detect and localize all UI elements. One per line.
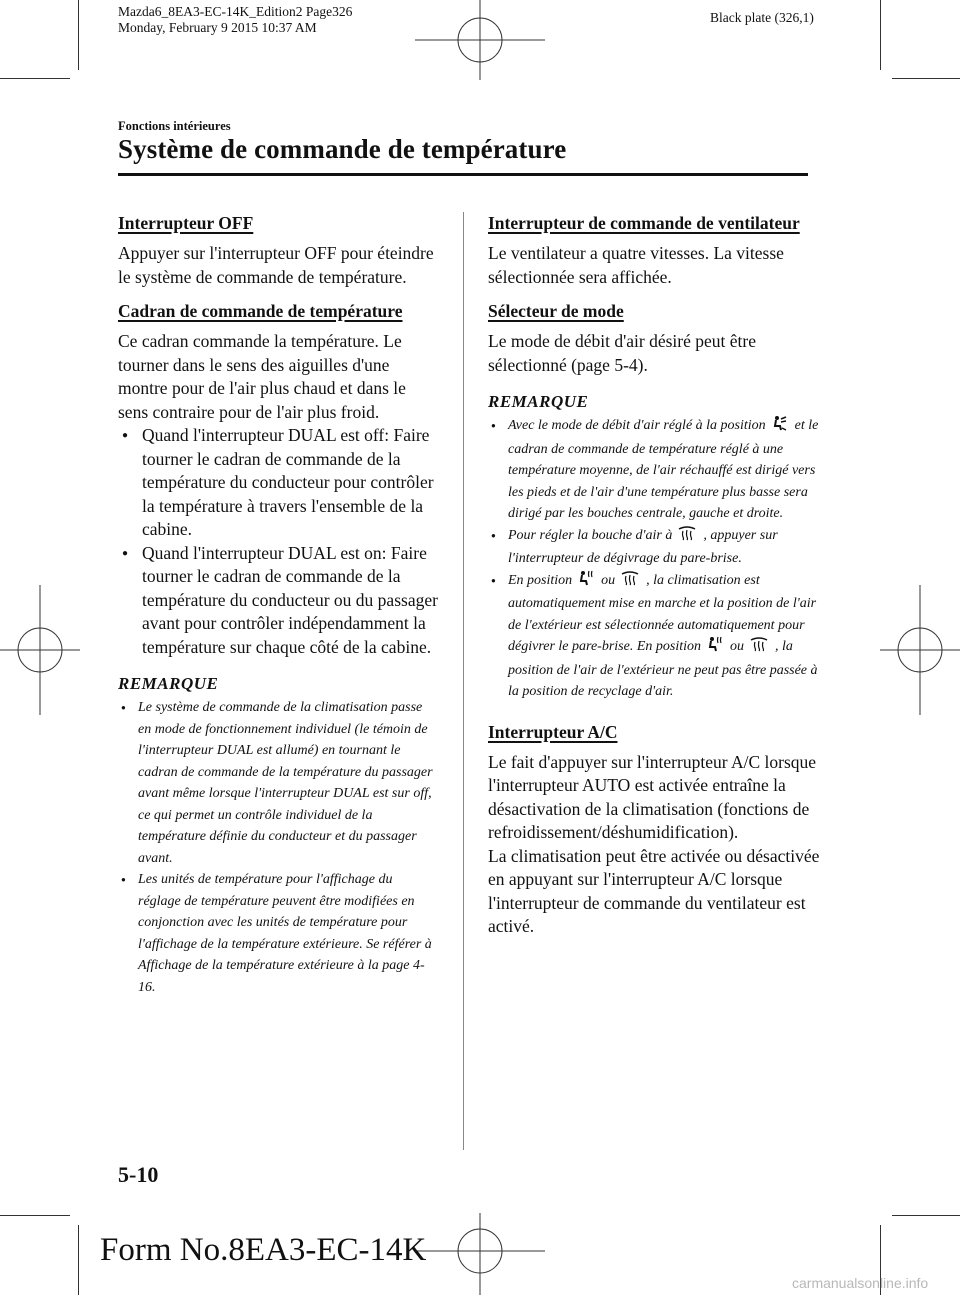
bi-level-airflow-icon: [771, 415, 787, 439]
off-switch-text: Appuyer sur l'interrupteur OFF pour éteindre le système de commande de température.: [118, 243, 434, 287]
file-name: Mazda6_8EA3-EC-14K_Edition2 Page326: [118, 4, 353, 19]
registration-mark-right: [880, 585, 960, 715]
crop-mark-bottom-left: [78, 1225, 79, 1295]
note-text: ou: [730, 639, 744, 654]
note-text: et le cadran de commande de température réglé à une température moyenne, de l'air réchauffé est dirigé vers les pieds et de l'air d'une température plus basse sera dirigé par les bouches centrale, gauche et droite.: [508, 418, 819, 521]
form-number: Form No.8EA3-EC-14K: [100, 1232, 427, 1268]
registration-mark-top: [415, 0, 545, 80]
off-switch-heading: Interrupteur OFF: [118, 213, 254, 233]
crop-mark-top-right: [880, 0, 881, 70]
note-text: ou: [601, 572, 616, 588]
page-number: 5-10: [118, 1162, 159, 1187]
ac-switch-heading: Interrupteur A/C: [488, 721, 618, 742]
plate-label: Black plate (326,1): [710, 10, 814, 25]
right-column: [488, 212, 820, 939]
remark-list: [488, 415, 820, 703]
note-text: En position: [508, 572, 573, 588]
list-item: [488, 570, 820, 703]
windshield-defrost-icon: [621, 570, 639, 594]
section-label: Fonctions intérieures: [118, 119, 231, 133]
dual-switch-list: [118, 424, 438, 659]
fan-switch-text: Le ventilateur a quatre vitesses. La vitesse sélectionnée sera affichée.: [488, 243, 784, 287]
remark-label: REMARQUE: [488, 392, 589, 411]
note-text: , la position de l'air de l'extérieur ne peut pas être passée à la position de recyclage d'air.: [508, 639, 818, 699]
note-text: Pour régler la bouche d'air à: [508, 527, 673, 543]
watermark: carmanualsonline.info: [792, 1275, 929, 1291]
crop-mark-top-left: [78, 0, 79, 70]
temperature-dial-text: Ce cadran commande la température. Le tourner dans le sens des aiguilles d'une montre pour de l'air plus chaud et dans le sens contraire pour de l'air plus froid.: [118, 331, 406, 422]
registration-mark-bottom: [415, 1213, 545, 1295]
file-info: [118, 4, 352, 36]
temperature-dial-heading: Cadran de commande de température: [118, 301, 403, 321]
list-item: [488, 415, 820, 525]
floor-defrost-icon: [707, 636, 723, 660]
list-item: ● Les unités de température pour l'affichage du réglage de température peuvent être modifiées en conjonction avec les unités de température pour l'affichage de la température extérieure. Se référer à Affichage de la température extérieure à la page 4-16.: [118, 869, 438, 998]
crop-mark-left-bottom: [0, 1215, 70, 1216]
note-text: , la climatisation est automatiquement mise en marche et la position de l'air de l'extérieur est sélectionnée automatiquement pour dégivrer le pare-brise. En position: [508, 572, 817, 654]
crop-mark-left-top: [0, 78, 70, 79]
list-item: ● Quand l'interrupteur DUAL est on: Faire tourner le cadran de commande de la température du conducteur ou du passager avant pour contrôler indépendamment la température sur chaque côté de la cabine.: [118, 542, 438, 660]
left-column: [118, 212, 438, 998]
file-date: Monday, February 9 2015 10:37 AM: [118, 20, 317, 35]
list-item: ● Quand l'interrupteur DUAL est off: Faire tourner le cadran de commande de la température du conducteur pour contrôler la température à travers l'ensemble de la cabine.: [118, 424, 438, 542]
ac-switch-text-2: La climatisation peut être activée ou désactivée en appuyant sur l'interrupteur A/C lorsque l'interrupteur de commande du ventilateur est activé.: [488, 845, 820, 936]
column-divider: [463, 212, 464, 1150]
registration-mark-left: [0, 585, 80, 715]
crop-mark-right-top: [892, 78, 960, 79]
floor-defrost-icon: [578, 570, 594, 594]
fan-switch-heading: Interrupteur de commande de ventilateur: [488, 213, 800, 233]
windshield-defrost-icon: [678, 525, 696, 549]
note-text: Avec le mode de débit d'air réglé à la position: [508, 418, 766, 433]
remark-label: REMARQUE: [118, 674, 219, 693]
mode-selector-text: Le mode de débit d'air désiré peut être sélectionné (page 5-4).: [488, 331, 756, 375]
windshield-defrost-icon: [750, 636, 768, 660]
list-item: [488, 525, 820, 570]
list-item: ● Le système de commande de la climatisation passe en mode de fonctionnement individuel (le témoin de l'interrupteur DUAL est allumé) en tournant le cadran de commande de la température du passager avant même lorsque l'interrupteur DUAL est sur off, ce qui permet un contrôle individuel de la température définie du conducteur et du passager avant.: [118, 697, 438, 869]
remark-list: [118, 697, 438, 998]
mode-selector-heading: Sélecteur de mode: [488, 301, 624, 321]
crop-mark-right-bottom: [892, 1215, 960, 1216]
note-text: , appuyer sur l'interrupteur de dégivrage du pare-brise.: [508, 527, 778, 566]
ac-switch-text: Le fait d'appuyer sur l'interrupteur A/C lorsque l'interrupteur AUTO est activée entraîne la désactivation de la climatisation (fonctions de refroidissement/déshumidification).: [488, 751, 817, 842]
title-rule: [118, 173, 808, 176]
page-title: Système de commande de température: [118, 134, 567, 164]
